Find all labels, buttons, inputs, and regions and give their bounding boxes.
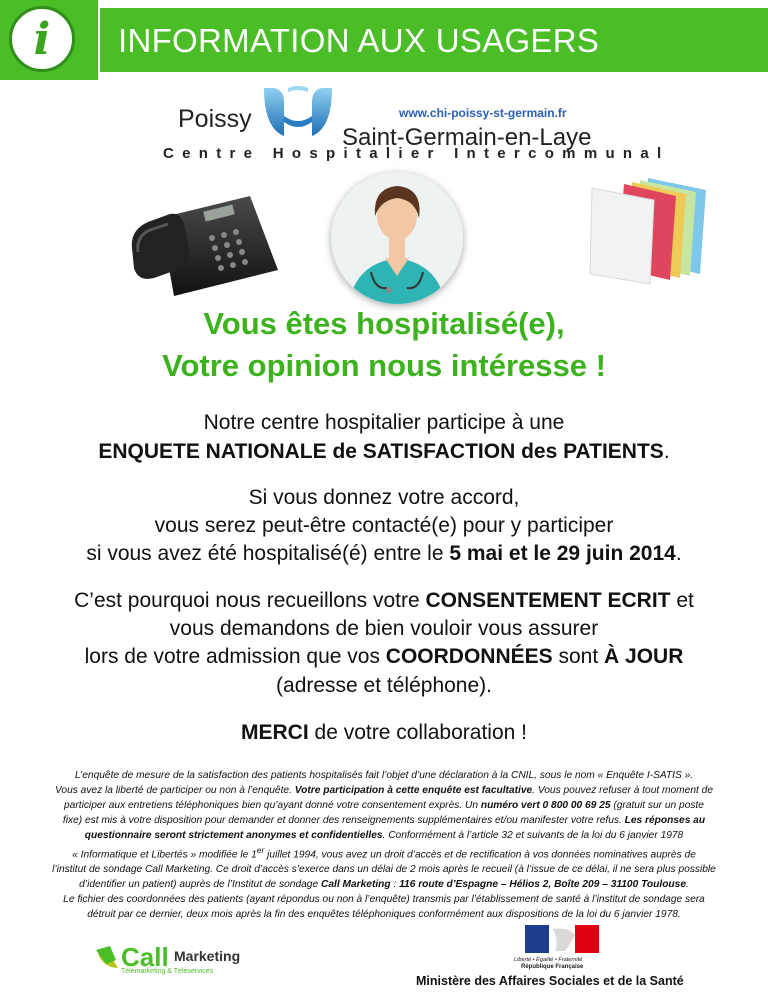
legal-line: l’institut de sondage Call Marketing. Ce droit d’accès s’exerce dans un délai de 2 mois après le recueil (à l’issue de ce délai, il ne sera plus possible: [52, 864, 716, 876]
headline-line-1: Vous êtes hospitalisé(e),: [203, 306, 565, 341]
para2-line-3: si vous avez été hospitalisé(é) entre le 5 mai et le 29 juin 2014.: [86, 542, 682, 565]
legal-line: L’enquête de mesure de la satisfaction des patients hospitalisés fait l’objet d’une déclaration à la CNIL, sous le nom « Enquête I-SATIS ».: [74, 770, 694, 781]
para1-line-2: ENQUETE NATIONALE de SATISFACTION des PATIENTS.: [98, 440, 670, 463]
nurse-photo: [331, 172, 463, 304]
info-badge: [0, 0, 98, 80]
postal-address: 116 route d’Espagne – Hélios 2, Boîte 209 – 31100 Toulouse: [399, 879, 686, 891]
legal-line: participer aux entretiens téléphoniques bien qu’ayant donné votre consentement exprès. Un numéro vert 0 800 00 69 25 (gratuit sur un poste: [64, 800, 704, 811]
legal-line: Vous avez la liberté de participer ou non à l’enquête. Votre participation à cette enquête est facultative. Vous pouvez refuser à tout moment de: [55, 785, 713, 796]
hospital-logo-icon: [258, 82, 338, 142]
legal-line: d’identifier un patient) auprès de l’Institut de sondage Call Marketing : 116 route d’Espagne – Hélios 2, Boîte 209 – 31100 Toulouse.: [79, 879, 689, 891]
para3-line-3: lors de votre admission que vos COORDONNÉES sont À JOUR: [84, 645, 684, 668]
survey-dates: 5 mai et le 29 juin 2014: [449, 542, 676, 565]
legal-notice: [0, 768, 768, 922]
folders-icon: [588, 174, 722, 286]
para3-line-1: C’est pourquoi nous recueillons votre CONSENTEMENT ECRIT et: [74, 589, 694, 612]
para2-line-1: Si vous donnez votre accord,: [248, 486, 520, 509]
legal-line: fixe) est mis à votre disposition pour demander et donner des renseignements supplémentaires et/ou manifester votre refus. Les réponses au: [62, 815, 706, 826]
toll-free-number: numéro vert 0 800 00 69 25: [480, 800, 611, 811]
call-marketing-call: Call: [121, 942, 169, 972]
ministry-name: Ministère des Affaires Sociales et de la Santé: [416, 974, 684, 988]
info-icon: [9, 6, 75, 72]
header-band: [0, 0, 768, 78]
marianne-logo-icon: [525, 925, 599, 953]
survey-name: ENQUETE NATIONALE de SATISFACTION des PATIENTS: [98, 440, 664, 463]
nurse-illustration: [331, 172, 463, 304]
legal-line: Le fichier des coordonnées des patients (ayant répondus ou non à l’enquête) transmis par l’établissement de santé à l’institut de sondage sera: [63, 894, 705, 906]
para1-line-1: Notre centre hospitalier participe à une: [203, 411, 565, 434]
para2-line-2: vous serez peut-être contacté(e) pour y participer: [154, 514, 614, 537]
telephone-icon: [130, 178, 280, 298]
para3-line-4: (adresse et téléphone).: [276, 674, 492, 697]
legal-line: « Informatique et Libertés » modifiée le 1er juillet 1994, vous avez un droit d’accès et de rectification à vos données nominatives auprès de: [72, 845, 696, 861]
website-url: www.chi-poissy-st-germain.fr: [399, 106, 567, 120]
info-icon-letter: i: [33, 14, 51, 65]
logo-city-right: Saint-Germain-en-Laye: [342, 124, 592, 151]
republic-motto: Liberté • Égalité • Fraternité: [514, 957, 583, 963]
para3-line-2: vous demandons de bien vouloir vous assurer: [169, 617, 599, 640]
call-marketing-tagline: Télémarketing & Téléservices: [121, 968, 214, 975]
thanks-line: MERCI de votre collaboration !: [241, 721, 527, 744]
hospital-name: Centre Hospitalier Intercommunal: [163, 145, 670, 162]
logo-city-left: Poissy: [178, 105, 252, 133]
legal-line: questionnaire seront strictement anonymes et confidentielles. Conformément à l’article 32 et suivants de la loi du 6 janvier 1978: [84, 830, 684, 841]
headline-line-2: Votre opinion nous intéresse !: [162, 348, 606, 383]
call-marketing-name: Marketing: [174, 948, 241, 964]
page-title: INFORMATION AUX USAGERS: [118, 22, 600, 59]
republic-name: République Française: [521, 964, 584, 970]
legal-line: détruit par ce dernier, deux mois après la fin des enquêtes téléphoniques conformément aux dispositions de la loi du 6 janvier 1978.: [87, 909, 681, 921]
